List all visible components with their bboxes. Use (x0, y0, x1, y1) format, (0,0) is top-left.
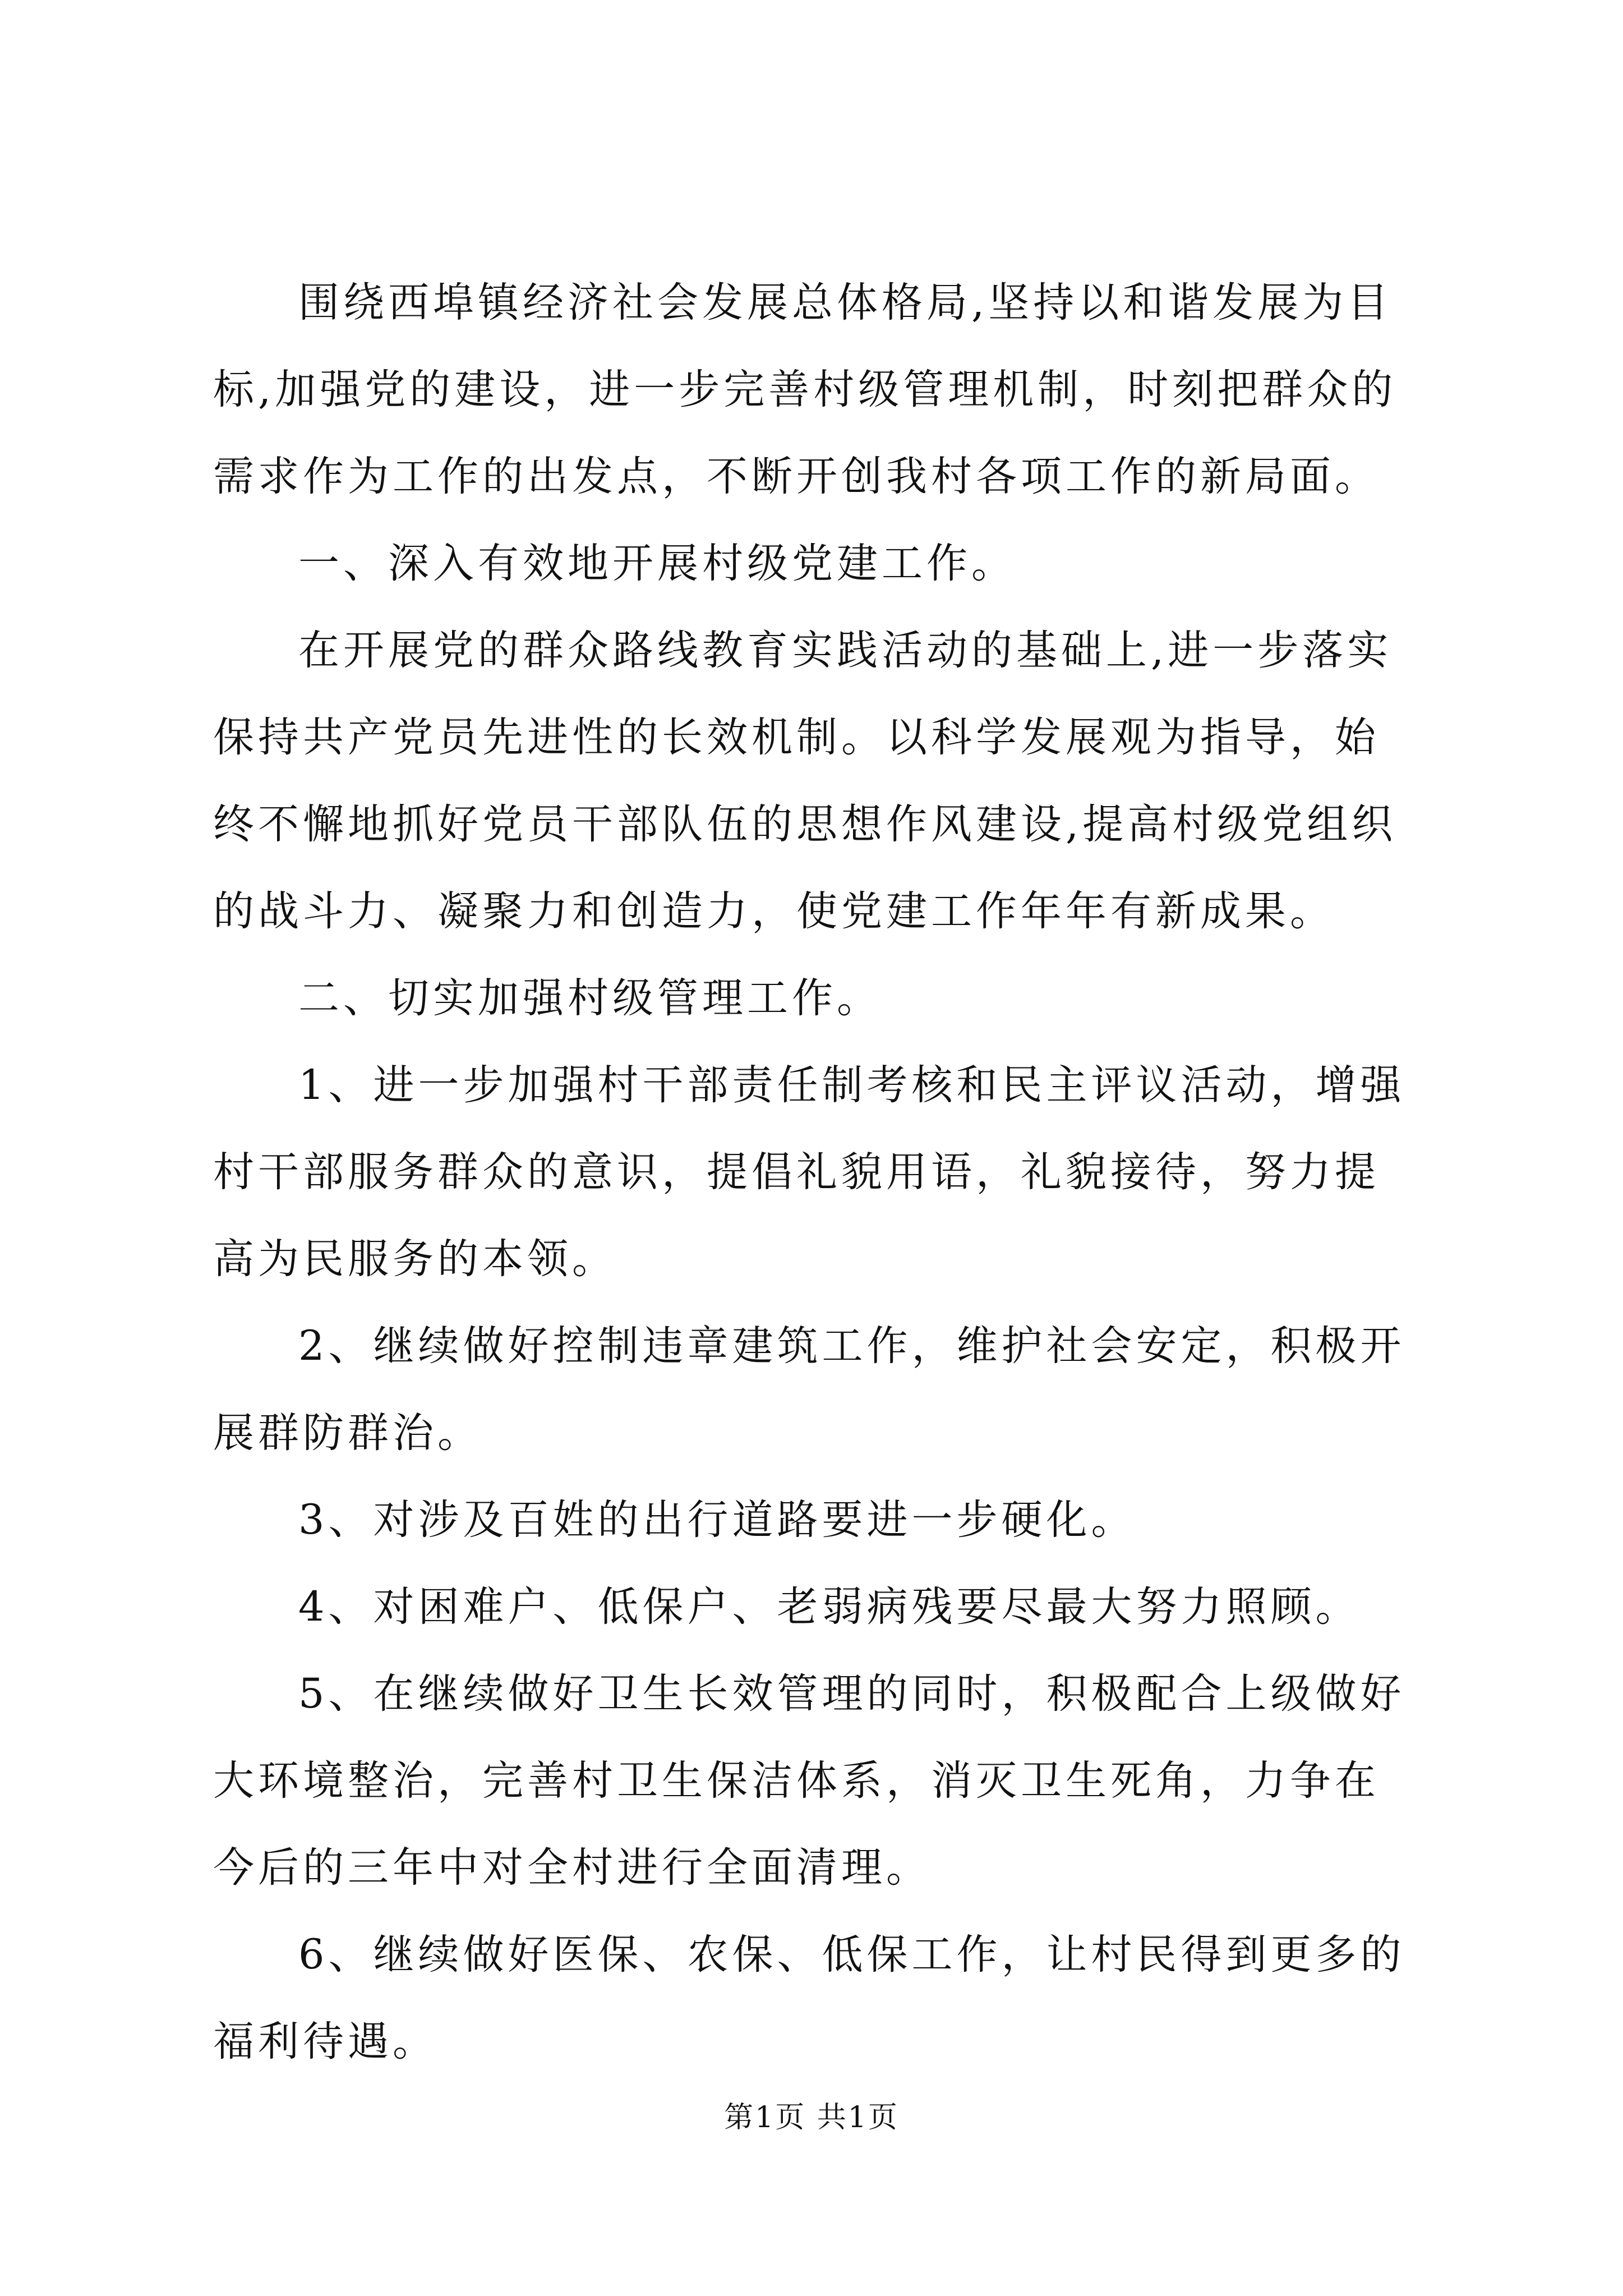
page-number-footer: 第1页 共1页 (724, 2101, 899, 2134)
paragraph-intro: 围绕西埠镇经济社会发展总体格局,坚持以和谐发展为目标,加强党的建设，进一步完善村级管理机制，时刻把群众的需求作为工作的出发点，不断开创我村各项工作的新局面。 (213, 279, 1397, 500)
list-item-1: 1、进一步加强村干部责任制考核和民主评议活动，增强村干部服务群众的意识，提倡礼貌用语，礼貌接待，努力提高为民服务的本领。 (213, 1061, 1405, 1283)
list-item-6: 6、继续做好医保、农保、低保工作，让村民得到更多的福利待遇。 (213, 1931, 1405, 2065)
list-item-4: 4、对困难户、低保户、老弱病残要尽最大努力照顾。 (298, 1583, 1361, 1631)
list-item-2: 2、继续做好控制违章建筑工作，维护社会安定，积极开展群防群治。 (213, 1322, 1405, 1457)
paragraph-party-building: 在开展党的群众路线教育实践活动的基础上,进一步落实保持共产党员先进性的长效机制。以科学发展观为指导，始终不懈地抓好党员干部队伍的思想作风建设,提高村级党组织的战斗力、凝聚力和创造力，使党建工作年年有新成果。 (213, 627, 1397, 935)
list-item-5: 5、在继续做好卫生长效管理的同时，积极配合上级做好大环境整治，完善村卫生保洁体系，消灭卫生死角，力争在今后的三年中对全村进行全面清理。 (213, 1670, 1405, 1892)
section-heading-village-management: 二、切实加强村级管理工作。 (298, 974, 882, 1022)
section-heading-party-building: 一、深入有效地开展村级党建工作。 (298, 540, 1016, 587)
document-body (213, 259, 1419, 2085)
list-item-3: 3、对涉及百姓的出行道路要进一步硬化。 (298, 1496, 1136, 1544)
